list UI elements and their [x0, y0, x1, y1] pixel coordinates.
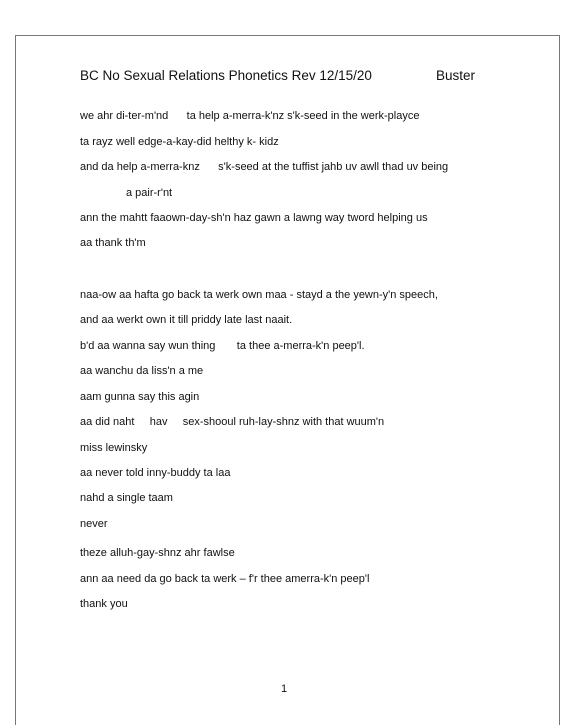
text-line: aa wanchu da liss'n a me: [80, 365, 204, 377]
text-line: ann aa need da go back ta werk – f'r thee amerra-k'n peep'l: [80, 573, 370, 585]
text-line: and da help a-merra-knz s'k-seed at the tuffist jahb uv awll thad uv being: [80, 161, 449, 173]
text-line: aa thank th'm: [80, 237, 146, 249]
text-line: we ahr di-ter-m'nd ta help a-merra-k'nz s'k-seed in the werk-playce: [80, 110, 420, 122]
document-author: Buster: [436, 68, 476, 83]
text-line: and aa werkt own it till priddy late last naait.: [80, 314, 293, 326]
text-line: ta rayz well edge-a-kay-did helthy k- kidz: [80, 136, 279, 148]
text-line: nahd a single taam: [80, 492, 173, 504]
text-line: aa did naht hav sex-shooul ruh-lay-shnz with that wuum'n: [80, 416, 385, 428]
page-number: 1: [281, 683, 288, 695]
text-line: naa-ow aa hafta go back ta werk own maa - stayd a the yewn-y'n speech,: [80, 289, 438, 301]
document-title: BC No Sexual Relations Phonetics Rev 12/15/20: [80, 68, 372, 83]
text-line: a pair-r'nt: [126, 187, 173, 199]
text-line: b'd aa wanna say wun thing ta thee a-merra-k'n peep'l.: [80, 340, 365, 352]
text-line: miss lewinsky: [80, 442, 148, 454]
text-line: ann the mahtt faaown-day-sh'n haz gawn a lawng way tword helping us: [80, 212, 428, 224]
text-line: aam gunna say this agin: [80, 391, 200, 403]
text-line: theze alluh-gay-shnz ahr fawlse: [80, 547, 235, 559]
text-line: aa never told inny-buddy ta laa: [80, 467, 231, 479]
text-line: thank you: [80, 598, 128, 610]
text-line: never: [80, 518, 108, 530]
